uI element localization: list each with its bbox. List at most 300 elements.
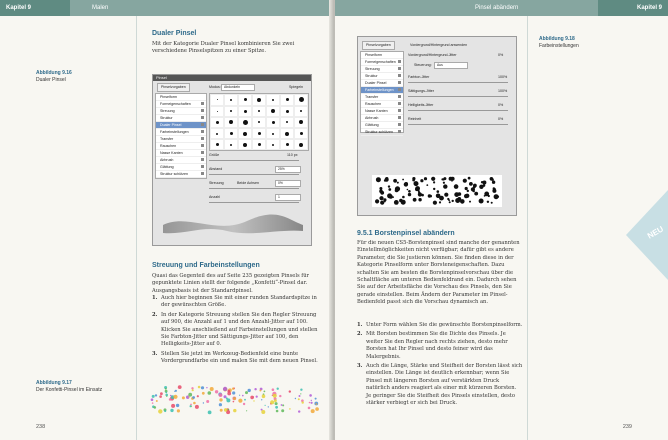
confetti-dot xyxy=(206,400,209,403)
spot xyxy=(433,181,435,183)
confetti-dot xyxy=(248,389,251,392)
section2-title: Streuung und Farbeinstellungen xyxy=(152,262,260,269)
confetti-dot xyxy=(152,395,155,398)
spot xyxy=(415,186,420,191)
spot xyxy=(482,181,486,185)
confetti-dot xyxy=(201,386,204,389)
confetti-dot xyxy=(159,395,162,398)
confetti-dot xyxy=(261,399,262,400)
spot xyxy=(454,184,459,189)
confetti-dot xyxy=(309,394,312,397)
brightness-jitter-value: 0% xyxy=(498,103,504,107)
confetti-dot xyxy=(228,409,230,411)
steps-list xyxy=(152,295,320,368)
brush-tip[interactable] xyxy=(224,117,238,129)
brush-tip[interactable] xyxy=(252,128,266,139)
category-item[interactable]: Glättung xyxy=(156,164,206,171)
category-item[interactable]: Rauschen xyxy=(361,101,403,108)
spot xyxy=(491,202,493,204)
category-item[interactable]: Formeigenschaften xyxy=(361,59,403,66)
confetti-dot xyxy=(254,388,256,390)
confetti-dot xyxy=(232,391,235,394)
confetti-dot xyxy=(160,392,163,395)
confetti-dot xyxy=(262,395,266,399)
confetti-dot xyxy=(311,409,315,413)
confetti-dot xyxy=(166,392,168,394)
spot xyxy=(376,177,381,182)
confetti-dot xyxy=(175,390,177,392)
left-page xyxy=(0,0,333,440)
confetti-dot xyxy=(282,404,284,406)
page-number: 238 xyxy=(36,424,46,430)
confetti-dot xyxy=(289,408,291,410)
spot xyxy=(379,196,383,200)
spot xyxy=(468,177,471,180)
step-item: 2. Mit Borsten bestimmen Sie die Dichte des Pinsels. Je weiter Sie den Regler nach rechts ziehen, desto mehr Borsten hat Ihr Pinsel und desto feiner wird das Malergebnis. xyxy=(357,331,508,360)
confetti-dot xyxy=(171,404,175,408)
spot xyxy=(375,199,379,203)
chapter-tab: Kapitel 9 xyxy=(0,0,70,16)
confetti-dot xyxy=(265,405,266,406)
confetti-dot xyxy=(281,404,283,406)
confetti-dot xyxy=(239,395,240,396)
confetti-dot xyxy=(264,391,266,393)
spot xyxy=(419,199,421,201)
confetti-dot xyxy=(302,401,304,403)
confetti-dot xyxy=(198,386,201,389)
confetti-dot xyxy=(281,409,284,412)
chapter-tab: Kapitel 9 xyxy=(598,0,668,16)
confetti-dot xyxy=(193,402,196,405)
confetti-dot xyxy=(246,410,247,411)
confetti-dot xyxy=(155,394,157,396)
confetti-dot xyxy=(166,396,167,397)
spot xyxy=(492,181,495,184)
mode-label: Modus: xyxy=(209,85,221,89)
confetti-dot xyxy=(300,393,301,394)
figure-text: Der Konfetti-Pinsel im Einsatz xyxy=(36,386,103,393)
spot xyxy=(384,201,386,203)
confetti-dot xyxy=(208,391,212,395)
intro-text: Mit der Kategorie Dualer Pinsel kombinieren Sie zwei verschiedene Pinselspitzen zu einer Spitze. xyxy=(152,41,295,55)
confetti-dot xyxy=(259,390,261,392)
spot xyxy=(469,182,473,186)
confetti-dot xyxy=(289,390,291,392)
spot xyxy=(471,187,475,191)
header-title: Malen xyxy=(92,5,109,11)
spot xyxy=(457,193,459,195)
category-list xyxy=(155,93,207,179)
brush-tip[interactable] xyxy=(294,106,308,117)
category-item[interactable]: Airbrush xyxy=(156,157,206,164)
confetti-dot xyxy=(242,395,244,397)
count-field[interactable]: 1 xyxy=(275,194,301,201)
confetti-dot xyxy=(309,402,311,404)
spot xyxy=(487,201,489,203)
category-item-selected[interactable]: Farbeinstellungen xyxy=(361,87,403,94)
brush-tip[interactable] xyxy=(280,117,294,129)
flip-label: Spiegeln xyxy=(289,85,303,89)
confetti-dot xyxy=(210,387,214,391)
confetti-dot xyxy=(177,409,180,412)
confetti-dot xyxy=(244,399,246,401)
confetti-dot xyxy=(274,399,277,402)
confetti-dot xyxy=(188,396,189,397)
confetti-dot xyxy=(169,398,172,401)
spot xyxy=(451,177,455,181)
both-axes-checkbox[interactable]: Beide Achsen xyxy=(237,181,259,185)
confetti-dot xyxy=(233,409,236,412)
confetti-dot xyxy=(219,403,222,406)
brush-tip[interactable] xyxy=(210,106,224,117)
category-item[interactable]: Nasse Kanten xyxy=(156,150,206,157)
brush-tip[interactable] xyxy=(238,106,252,117)
category-item[interactable]: Nasse Kanten xyxy=(361,108,403,115)
apply-fg-bg-checkbox[interactable]: Vordergrund/Hintergrund anwenden xyxy=(410,43,468,47)
confetti-dot xyxy=(206,387,207,388)
brush-tip[interactable] xyxy=(224,94,238,106)
step-item: 3. Auch die Länge, Stärke und Steifheit der Borsten lässt sich einstellen. Die Länge ist deutlich erkennbar; wenn Sie Pinsel mit längeren Borsten auf verstärkten Druck natürlich anders reagiert als einer mit kürzeren Borsten. Je geringer Sie die Steifheit des Pinsels einstellen, desto stärker verbiegt er sich bei Druck. xyxy=(357,363,523,407)
spot xyxy=(392,196,394,198)
spot xyxy=(433,188,435,190)
badge-shape xyxy=(618,190,668,280)
brush-tip[interactable] xyxy=(266,94,280,106)
spot xyxy=(455,198,460,203)
fg-bg-jitter-value: 0% xyxy=(498,53,504,57)
control-select[interactable]: Aus xyxy=(434,62,468,69)
spot xyxy=(493,187,495,189)
spot xyxy=(402,196,405,199)
page-number: 239 xyxy=(622,424,632,430)
brightness-jitter-slider[interactable] xyxy=(408,110,508,111)
section-title: Dualer Pinsel xyxy=(152,30,197,37)
spot xyxy=(479,199,484,204)
spacing-field[interactable]: 25% xyxy=(275,166,301,173)
section2-text: Quasi das Gegenteil des auf Seite 235 gezeigten Pinsels für gepunktete Linien stellt der folgende „Konfetti“-Pinsel dar. Ausgangsbasis ist der Standardpinsel. xyxy=(152,273,310,294)
spot xyxy=(394,200,399,205)
hue-jitter-value: 100% xyxy=(498,75,508,79)
brush-tip[interactable] xyxy=(224,128,238,139)
confetti-dot xyxy=(152,402,154,404)
spot xyxy=(420,179,423,182)
confetti-dot xyxy=(192,396,195,399)
fg-bg-jitter-label: Vordergrund/Hintergrund-Jitter xyxy=(408,53,457,57)
spot xyxy=(397,182,399,184)
spot xyxy=(484,195,486,197)
confetti-dot xyxy=(272,395,273,396)
confetti-dot xyxy=(226,398,230,402)
brush-tip[interactable] xyxy=(294,94,308,106)
brush-tip[interactable] xyxy=(252,117,266,129)
brush-presets-button[interactable]: Pinselvorgaben xyxy=(362,41,395,50)
spot xyxy=(452,200,454,202)
category-item[interactable]: Pinselform xyxy=(156,94,206,101)
color-settings-panel xyxy=(357,36,517,216)
confetti-dot xyxy=(188,393,192,397)
figure-caption-917 xyxy=(36,380,136,393)
category-item[interactable]: Airbrush xyxy=(361,115,403,122)
brush-tip[interactable] xyxy=(266,139,280,150)
brush-tip[interactable] xyxy=(210,139,224,150)
spot xyxy=(460,199,465,204)
brush-tip[interactable] xyxy=(266,106,280,117)
confetti-dot xyxy=(273,394,277,398)
spot xyxy=(479,185,483,189)
section-title: 9.5.1 Borstenpinsel abändern xyxy=(357,230,455,237)
confetti-dot xyxy=(224,395,227,398)
category-item[interactable]: Rauschen xyxy=(156,143,206,150)
spot xyxy=(449,201,451,203)
confetti-dot xyxy=(176,404,179,407)
category-item[interactable]: Streuung xyxy=(361,66,403,73)
brush-tip[interactable] xyxy=(238,139,252,150)
spot xyxy=(408,190,411,193)
step-item: 1. Unter Form wählen Sie die gewünschte Borstenpinselform. xyxy=(357,322,523,328)
brush-panel xyxy=(152,74,312,246)
spot xyxy=(424,177,427,180)
spot xyxy=(388,188,391,191)
spot xyxy=(429,195,432,198)
spot xyxy=(385,179,387,181)
brush-tip[interactable] xyxy=(266,128,280,139)
spot xyxy=(418,191,420,193)
scatter-field[interactable]: 0% xyxy=(275,180,301,187)
category-item[interactable]: Streuung xyxy=(156,108,206,115)
brush-tip[interactable] xyxy=(294,139,308,150)
saturation-jitter-slider[interactable] xyxy=(408,96,508,97)
confetti-dot xyxy=(215,390,218,393)
spot xyxy=(412,179,415,182)
size-label: Größe xyxy=(209,153,220,157)
confetti-dot xyxy=(151,398,154,401)
hue-jitter-slider[interactable] xyxy=(408,82,508,83)
spot xyxy=(402,179,404,181)
confetti-dot xyxy=(298,398,300,400)
spot xyxy=(444,193,448,197)
confetti-dot xyxy=(253,400,254,401)
confetti-dot xyxy=(308,407,311,410)
confetti-dot xyxy=(220,409,223,412)
brush-tip[interactable] xyxy=(252,106,266,117)
confetti-dot xyxy=(245,391,248,394)
brush-tip[interactable] xyxy=(238,94,252,106)
brush-tip[interactable] xyxy=(252,139,266,150)
confetti-dot xyxy=(154,406,157,409)
spot xyxy=(439,201,441,203)
category-item[interactable]: Transfer xyxy=(361,94,403,101)
spot xyxy=(393,179,397,183)
spot xyxy=(426,184,428,186)
spot xyxy=(395,189,399,193)
right-page xyxy=(335,0,668,440)
margin-divider xyxy=(527,16,528,440)
brush-tip[interactable] xyxy=(294,128,308,139)
brush-presets-button[interactable]: Pinselvorgaben xyxy=(157,83,190,92)
confetti-dot xyxy=(202,392,205,395)
brush-tip[interactable] xyxy=(294,117,308,129)
mode-select[interactable]: Abdunkeln xyxy=(221,84,255,91)
spot xyxy=(465,187,468,190)
spot xyxy=(431,177,435,181)
category-item[interactable]: Struktur xyxy=(156,115,206,122)
brush-tip[interactable] xyxy=(210,94,224,106)
paragraph: Für die neuen CS5-Borstenpinsel sind manche der genannten Einstellmöglichkeiten nicht verfügbar; dafür gibt es andere Parameter, die Sie justieren können. Sie finden diese in der Kategorie Pinselform unter Borsteneigenschaften. Dazu schalten Sie am besten die Borstenpinselvorschau über die Schaltfläche am unteren Bedienfeldrand ein. Dadurch sehen Sie auf der Arbeitsfläche die Vorschau des Pinsels, den Sie gerade einstellen. Beim Ändern der Parameter im Pinsel-Bedienfeld passt sich die Vorschau dynamisch an. xyxy=(357,240,520,306)
confetti-dot xyxy=(164,410,166,412)
spot xyxy=(463,179,467,183)
category-item[interactable]: Struktur xyxy=(361,73,403,80)
confetti-dot xyxy=(182,396,185,399)
spot xyxy=(404,182,408,186)
saturation-jitter-value: 100% xyxy=(498,89,508,93)
spot xyxy=(407,189,409,191)
spot xyxy=(442,178,444,180)
confetti-dot xyxy=(233,397,236,400)
spacing-label: Abstand xyxy=(209,167,223,171)
spot xyxy=(380,201,384,205)
brush-tip[interactable] xyxy=(266,117,280,129)
spot xyxy=(474,192,478,196)
confetti-brush-stroke xyxy=(150,384,320,416)
count-slider[interactable] xyxy=(209,202,299,203)
spot xyxy=(443,182,445,184)
brush-tip[interactable] xyxy=(210,117,224,129)
confetti-dot xyxy=(315,398,317,400)
confetti-dot xyxy=(261,410,265,414)
panel-titlebar: Pinsel xyxy=(153,75,311,81)
confetti-dot xyxy=(272,388,275,391)
confetti-dot xyxy=(268,406,269,407)
confetti-dot xyxy=(203,402,204,403)
spot xyxy=(433,201,437,205)
spot xyxy=(495,195,498,198)
figure-label: Abbildung 9.18 xyxy=(539,36,575,42)
step-item: 1. Auch hier beginnen Sie mit einer runden Standardspitze in der gewünschten Größe. xyxy=(152,295,317,309)
confetti-dot xyxy=(275,406,278,409)
brush-stroke-preview xyxy=(372,175,502,207)
confetti-dot xyxy=(238,399,242,403)
figure-caption-918 xyxy=(539,36,629,49)
confetti-dot xyxy=(223,387,227,391)
confetti-dot xyxy=(195,405,199,409)
confetti-dot xyxy=(232,388,234,390)
brush-tip[interactable] xyxy=(280,106,294,117)
confetti-dot xyxy=(233,401,235,403)
confetti-dot xyxy=(295,398,296,399)
spot xyxy=(473,184,477,188)
margin-divider xyxy=(136,16,137,440)
brush-tip[interactable] xyxy=(238,128,252,139)
count-label: Anzahl xyxy=(209,195,220,199)
steps-list xyxy=(357,322,523,409)
spot xyxy=(387,193,392,198)
right-header xyxy=(335,0,668,16)
category-list xyxy=(360,51,404,133)
spot xyxy=(379,190,383,194)
category-item[interactable]: Farbeinstellungen xyxy=(156,129,206,136)
new-feature-badge xyxy=(618,190,668,280)
category-item[interactable]: Transfer xyxy=(156,136,206,143)
confetti-dot xyxy=(270,400,274,404)
confetti-dot xyxy=(170,395,172,397)
saturation-jitter-label: Sättigungs-Jitter xyxy=(408,89,434,93)
step-item: 2. In der Kategorie Streuung stellen Sie den Regler Streuung auf 900, die Anzahl auf 1 und den Anzahl-Jitter auf 100. Klicken Sie anschließend auf Farbeinstellungen und stellen Sie Farbton-Jitter und Sättigungs-Jitter auf 100, den Helligkeits-Jitter auf 0. xyxy=(152,311,318,348)
spot xyxy=(467,190,469,192)
brightness-jitter-label: Helligkeits-Jitter xyxy=(408,103,434,107)
confetti-dot xyxy=(158,409,162,413)
brush-tip[interactable] xyxy=(280,139,294,150)
figure-text: Dualer Pinsel xyxy=(36,76,66,83)
brush-tip[interactable] xyxy=(280,128,294,139)
spot xyxy=(443,184,447,188)
spot xyxy=(399,199,403,203)
left-header xyxy=(0,0,333,16)
figure-caption-916 xyxy=(36,70,126,83)
confetti-dot xyxy=(253,396,254,397)
hue-jitter-label: Farbton-Jitter xyxy=(408,75,430,79)
brush-tip[interactable] xyxy=(252,94,266,106)
purity-value: 0% xyxy=(498,117,504,121)
confetti-dot xyxy=(208,411,212,415)
confetti-dot xyxy=(173,395,177,399)
confetti-dot xyxy=(192,389,194,391)
confetti-dot xyxy=(219,393,223,397)
brush-tip[interactable] xyxy=(238,117,252,129)
spot xyxy=(447,198,449,200)
category-item[interactable]: Struktur schützen xyxy=(156,171,206,178)
confetti-dot xyxy=(276,410,279,413)
confetti-dot xyxy=(256,396,258,398)
category-item[interactable]: Glättung xyxy=(361,122,403,129)
confetti-dot xyxy=(311,400,312,401)
confetti-dot xyxy=(315,407,319,411)
spot xyxy=(388,185,390,187)
confetti-dot xyxy=(227,392,231,396)
brush-tip[interactable] xyxy=(224,139,238,150)
confetti-dot xyxy=(243,403,245,405)
control-label: Steuerung: xyxy=(414,63,432,67)
brush-stroke-preview xyxy=(157,209,307,239)
confetti-dot xyxy=(300,389,302,391)
spot xyxy=(469,201,471,203)
step-item: 3. Stellen Sie jetzt im Werkzeug-Bedienfeld eine bunte Vordergrundfarbe ein und malen Sie mit dem neuen Pinsel. xyxy=(152,350,318,365)
brush-tip[interactable] xyxy=(224,106,238,117)
spot xyxy=(414,182,416,184)
category-item[interactable]: Dualer Pinsel xyxy=(361,80,403,87)
purity-slider[interactable] xyxy=(408,124,508,125)
confetti-dot xyxy=(178,385,182,389)
header-title: Pinsel abändern xyxy=(475,5,519,11)
brush-tip[interactable] xyxy=(210,128,224,139)
category-item[interactable]: Formeigenschaften xyxy=(156,101,206,108)
confetti-dot xyxy=(156,400,158,402)
category-item-selected[interactable]: Dualer Pinsel xyxy=(156,122,206,129)
size-value: 110 px xyxy=(287,153,298,157)
size-slider[interactable] xyxy=(209,160,299,161)
confetti-dot xyxy=(197,395,199,397)
confetti-dot xyxy=(311,402,313,404)
figure-label: Abbildung 9.16 xyxy=(36,70,72,76)
spacing-slider[interactable] xyxy=(209,174,299,175)
brush-tip-grid[interactable] xyxy=(209,93,309,151)
confetti-dot xyxy=(279,395,281,397)
spot xyxy=(408,193,411,196)
brush-tip[interactable] xyxy=(280,94,294,106)
scatter-slider[interactable] xyxy=(209,188,299,189)
confetti-dot xyxy=(275,402,278,405)
category-item[interactable]: Struktur schützen xyxy=(361,129,403,136)
category-item[interactable]: Pinselform xyxy=(361,52,403,59)
purity-label: Reinheit xyxy=(408,117,422,121)
